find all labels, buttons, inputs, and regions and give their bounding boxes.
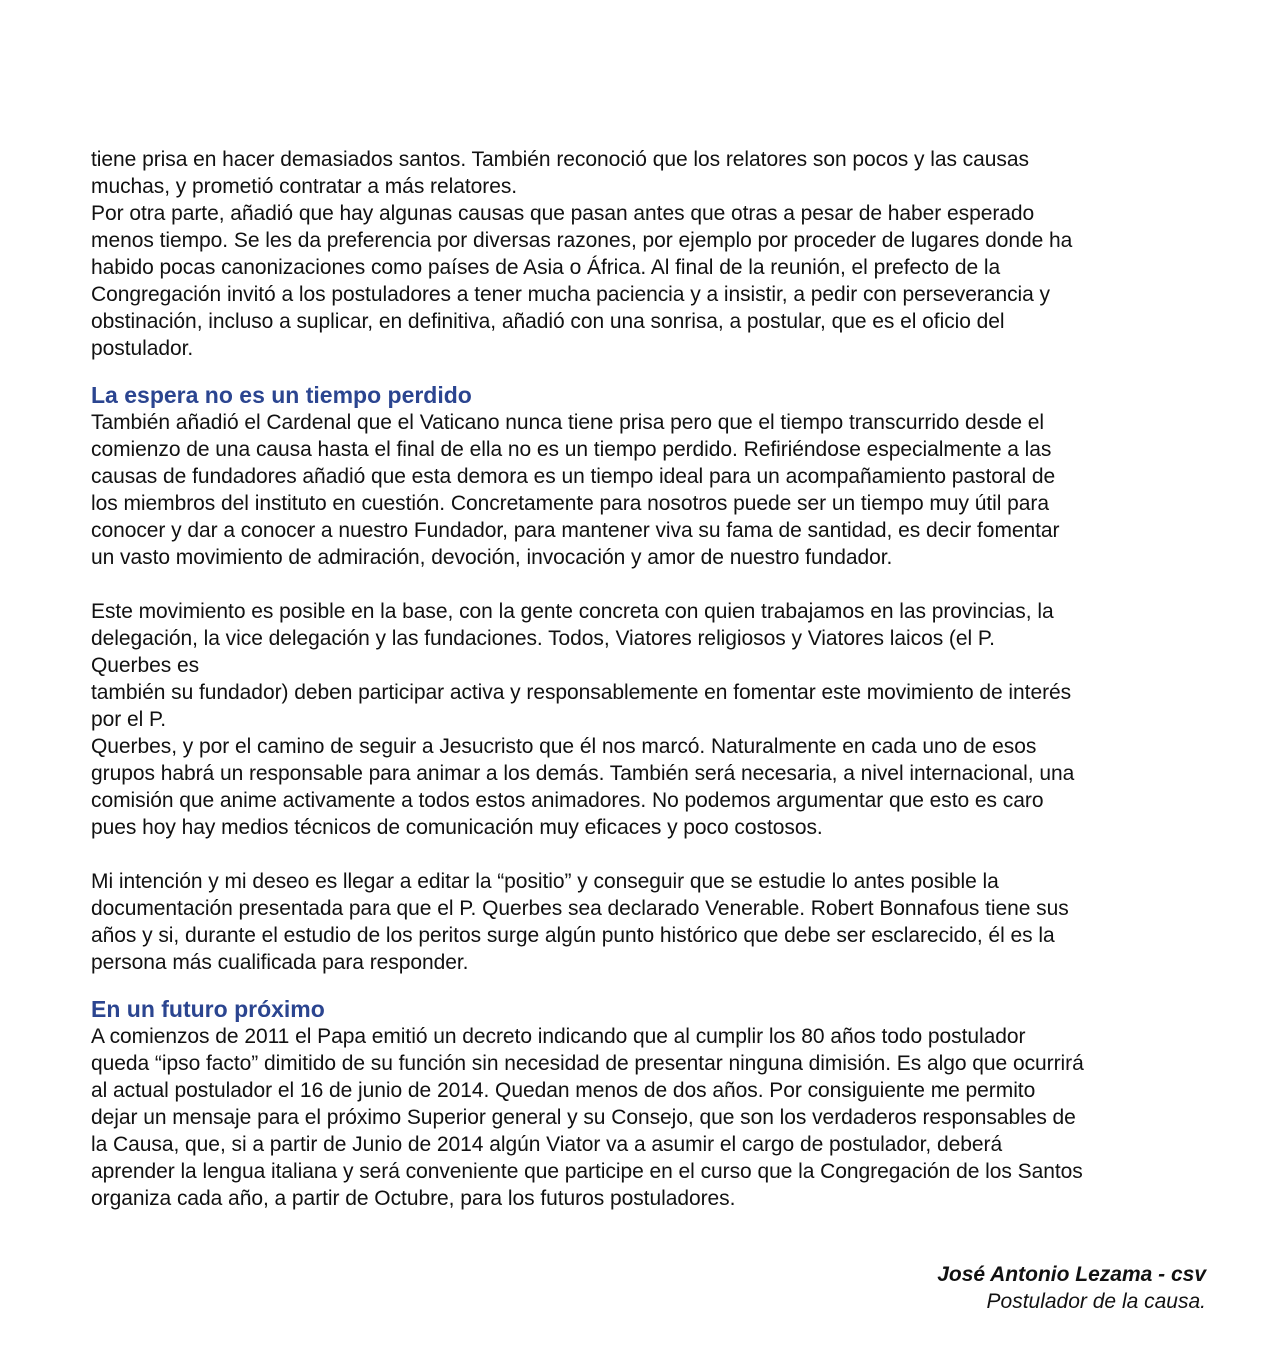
text-line: habido pocas canonizaciones como países de Asia o África. Al final de la reunión, el prefecto de la	[91, 256, 1001, 279]
text-line: la Causa, que, si a partir de Junio de 2014 algún Viator va a asumir el cargo de postulador, deberá	[91, 1133, 1003, 1156]
intro-paragraph	[91, 146, 1221, 362]
section1-paragraph-3	[91, 868, 1221, 976]
text-line: Congregación invitó a los postuladores a tener mucha paciencia y a insistir, a pedir con perseverancia y	[91, 283, 1051, 306]
section1-paragraph-1	[91, 409, 1221, 571]
text-line: por el P.	[91, 708, 167, 731]
text-line: organiza cada año, a partir de Octubre, para los futuros postuladores.	[91, 1187, 736, 1210]
text-line: A comienzos de 2011 el Papa emitió un decreto indicando que al cumplir los 80 años todo postulador	[91, 1025, 1026, 1048]
section2-paragraph-1	[91, 1023, 1221, 1212]
paragraph-spacer	[91, 841, 1221, 868]
text-line: Querbes, y por el camino de seguir a Jesucristo que él nos marcó. Naturalmente en cada uno de esos	[91, 735, 1037, 758]
text-line: grupos habrá un responsable para animar a los demás. También será necesaria, a nivel internacional, una	[91, 762, 1075, 785]
text-line: años y si, durante el estudio de los peritos surge algún punto histórico que debe ser esclarecido, él es la	[91, 924, 1055, 947]
text-line: al actual postulador el 16 de junio de 2014. Quedan menos de dos años. Por consiguiente me permito	[91, 1079, 1036, 1102]
text-line: aprender la lengua italiana y será conveniente que participe en el curso que la Congregación de los Santos	[91, 1160, 1083, 1183]
text-line: postulador.	[91, 337, 194, 360]
text-line: conocer y dar a conocer a nuestro Fundador, para mantener viva su fama de santidad, es decir fomentar	[91, 519, 1060, 542]
text-line: Querbes es	[91, 654, 200, 677]
text-line: delegación, la vice delegación y las fundaciones. Todos, Viatores religiosos y Viatores laicos (el P.	[91, 627, 995, 650]
text-line: los miembros del instituto en cuestión. Concretamente para nosotros puede ser un tiempo muy útil para	[91, 492, 1049, 515]
text-line: pues hoy hay medios técnicos de comunicación muy eficaces y poco costosos.	[91, 816, 823, 839]
section-heading-espera: La espera no es un tiempo perdido	[91, 382, 472, 408]
paragraph-spacer	[91, 571, 1221, 598]
text-line: obstinación, incluso a suplicar, en definitiva, añadió con una sonrisa, a postular, que es el oficio del	[91, 310, 1005, 333]
text-line: menos tiempo. Se les da preferencia por diversas razones, por ejemplo por proceder de lugares donde ha	[91, 229, 1073, 252]
text-line: dejar un mensaje para el próximo Superior general y su Consejo, que son los verdaderos responsables de	[91, 1106, 1076, 1129]
text-line: causas de fundadores añadió que esta demora es un tiempo ideal para un acompañamiento pastoral de	[91, 465, 1056, 488]
section-heading-futuro: En un futuro próximo	[91, 996, 325, 1022]
signature-name: José Antonio Lezama - csv	[937, 1263, 1206, 1286]
section1-paragraph-2	[91, 598, 1221, 841]
text-line: tiene prisa en hacer demasiados santos. También reconoció que los relatores son pocos y las causas	[91, 148, 1029, 171]
text-line: También añadió el Cardenal que el Vaticano nunca tiene prisa pero que el tiempo transcurrido desde el	[91, 411, 1045, 434]
text-line: muchas, y prometió contratar a más relatores.	[91, 175, 518, 198]
text-line: comisión que anime activamente a todos estos animadores. No podemos argumentar que esto es caro	[91, 789, 1044, 812]
text-line: Este movimiento es posible en la base, con la gente concreta con quien trabajamos en las provincias, la	[91, 600, 1054, 623]
document-page	[91, 146, 1221, 1212]
text-line: queda “ipso facto” dimitido de su función sin necesidad de presentar ninguna dimisión. Es algo que ocurrirá	[91, 1052, 1084, 1075]
text-line: también su fundador) deben participar activa y responsablemente en fomentar este movimiento de interés	[91, 681, 1072, 704]
text-line: documentación presentada para que el P. Querbes sea declarado Venerable. Robert Bonnafous tiene sus	[91, 897, 1069, 920]
text-line: Por otra parte, añadió que hay algunas causas que pasan antes que otras a pesar de haber esperado	[91, 202, 1035, 225]
text-line: persona más cualificada para responder.	[91, 951, 469, 974]
text-line: Mi intención y mi deseo es llegar a editar la “positio” y conseguir que se estudie lo antes posible la	[91, 870, 999, 893]
signature-block	[937, 1261, 1206, 1315]
text-line: un vasto movimiento de admiración, devoción, invocación y amor de nuestro fundador.	[91, 546, 893, 569]
signature-role: Postulador de la causa.	[986, 1290, 1206, 1313]
text-line: comienzo de una causa hasta el final de ella no es un tiempo perdido. Refiriéndose especialmente a las	[91, 438, 1052, 461]
